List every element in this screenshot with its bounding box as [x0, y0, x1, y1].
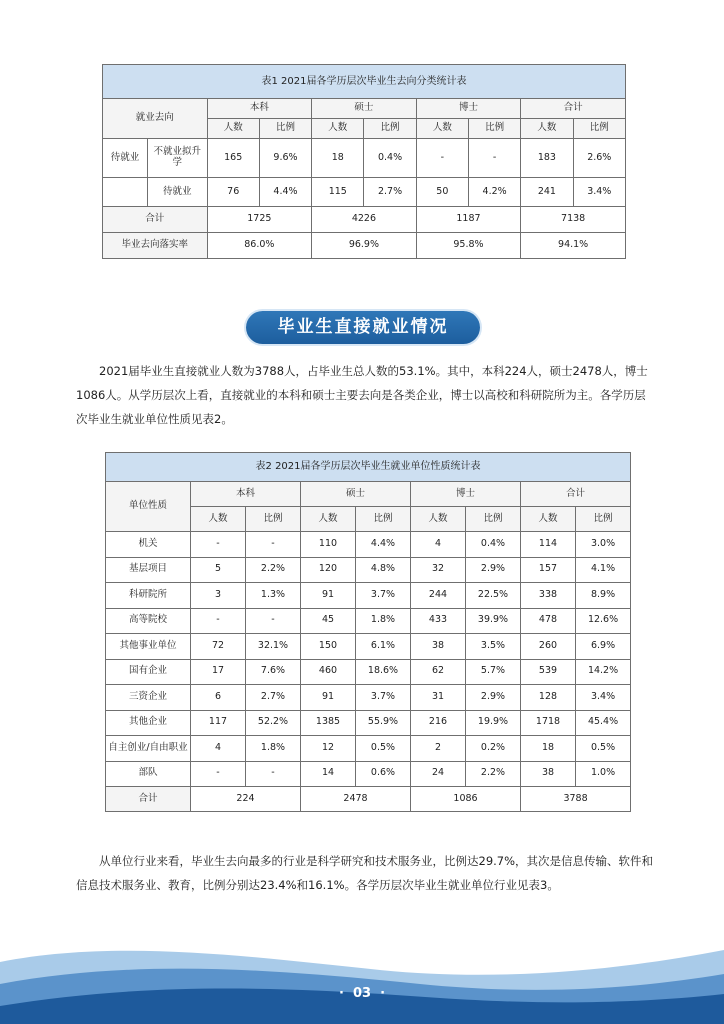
cell: 76	[207, 178, 259, 207]
cell: 32	[411, 557, 466, 583]
rate-row	[103, 233, 626, 259]
cell: 120	[301, 557, 356, 583]
table-2-row-header: 单位性质	[106, 482, 191, 532]
cell: 3.5%	[466, 634, 521, 660]
row-label: 国有企业	[106, 659, 191, 685]
group-label: 待就业	[110, 151, 140, 163]
cell: 5.7%	[466, 659, 521, 685]
cell: 2.6%	[573, 139, 625, 178]
cell: 2.2%	[466, 761, 521, 787]
sub-header: 人数	[207, 119, 259, 139]
cell: 4.4%	[356, 532, 411, 558]
total-value: 1187	[416, 207, 521, 233]
cell: 52.2%	[246, 710, 301, 736]
sub-header: 人数	[191, 507, 246, 532]
cell: 1.3%	[246, 583, 301, 609]
cell: 14.2%	[576, 659, 631, 685]
cell: 0.5%	[576, 736, 631, 762]
cell: 3	[191, 583, 246, 609]
cell: 114	[521, 532, 576, 558]
cell: 4.4%	[259, 178, 311, 207]
table-2	[105, 452, 631, 812]
total-value: 1086	[411, 787, 521, 812]
cell: 3.7%	[356, 583, 411, 609]
section-title: 毕业生直接就业情况	[246, 311, 480, 344]
cell: 241	[521, 178, 573, 207]
col-group-header: 合计	[521, 99, 626, 119]
cell: 62	[411, 659, 466, 685]
paragraph-1	[76, 359, 656, 431]
table-1-title: 表1 2021届各学历层次毕业生去向分类统计表	[103, 65, 626, 99]
cell: 4	[411, 532, 466, 558]
cell: 1.0%	[576, 761, 631, 787]
cell: 4.2%	[468, 178, 520, 207]
cell: 2.7%	[364, 178, 416, 207]
table-row	[106, 685, 631, 711]
cell: 38	[411, 634, 466, 660]
col-group-header: 博士	[416, 99, 521, 119]
cell: 460	[301, 659, 356, 685]
cell: 115	[312, 178, 364, 207]
col-group-header: 本科	[207, 99, 312, 119]
cell: 2.9%	[466, 685, 521, 711]
cell: 183	[521, 139, 573, 178]
cell: 4	[191, 736, 246, 762]
cell: 157	[521, 557, 576, 583]
cell: 55.9%	[356, 710, 411, 736]
table-1	[102, 64, 626, 259]
col-group-header: 硕士	[312, 99, 417, 119]
row-label: 机关	[106, 532, 191, 558]
cell: -	[468, 139, 520, 178]
table-row	[106, 634, 631, 660]
total-value: 3788	[521, 787, 631, 812]
cell: 433	[411, 608, 466, 634]
sub-header: 比例	[246, 507, 301, 532]
total-value: 7138	[521, 207, 626, 233]
cell: 1.8%	[246, 736, 301, 762]
cell: 22.5%	[466, 583, 521, 609]
col-group-header: 硕士	[301, 482, 411, 507]
cell: 260	[521, 634, 576, 660]
cell: 18.6%	[356, 659, 411, 685]
cell: 50	[416, 178, 468, 207]
table-row	[103, 139, 626, 178]
row-label: 其他事业单位	[106, 634, 191, 660]
cell: -	[191, 532, 246, 558]
paragraph-1-text: 2021届毕业生直接就业人数为3788人，占毕业生总人数的53.1%。其中，本科224人，硕士2478人，博士1086人。从学历层次上看，直接就业的本科和硕士主要去向是各类企业，博士以高校和科研院所为主。各学历层次毕业生就业单位性质见表2。	[76, 364, 648, 426]
cell: 2.9%	[466, 557, 521, 583]
cell: 0.5%	[356, 736, 411, 762]
cell: 216	[411, 710, 466, 736]
cell: 38	[521, 761, 576, 787]
row-label-cell	[103, 178, 208, 207]
cell: 12.6%	[576, 608, 631, 634]
total-value: 224	[191, 787, 301, 812]
sub-header: 人数	[301, 507, 356, 532]
cell: 45.4%	[576, 710, 631, 736]
table-1-row-header: 就业去向	[103, 99, 208, 139]
cell: 150	[301, 634, 356, 660]
cell: 12	[301, 736, 356, 762]
table-row	[106, 557, 631, 583]
cell: -	[246, 608, 301, 634]
cell: -	[191, 608, 246, 634]
table-row	[103, 178, 626, 207]
cell: 0.6%	[356, 761, 411, 787]
cell: 6	[191, 685, 246, 711]
cell: 165	[207, 139, 259, 178]
cell: 72	[191, 634, 246, 660]
sub-header: 比例	[259, 119, 311, 139]
cell: 2	[411, 736, 466, 762]
row-label: 其他企业	[106, 710, 191, 736]
cell: 3.0%	[576, 532, 631, 558]
cell: 1718	[521, 710, 576, 736]
cell: 32.1%	[246, 634, 301, 660]
row-label: 三资企业	[106, 685, 191, 711]
col-group-header: 本科	[191, 482, 301, 507]
cell: 3.7%	[356, 685, 411, 711]
cell: -	[246, 532, 301, 558]
page-number-text: 03	[352, 986, 372, 1001]
rate-value: 96.9%	[312, 233, 417, 259]
sub-header: 人数	[521, 119, 573, 139]
cell: 244	[411, 583, 466, 609]
cell: 338	[521, 583, 576, 609]
total-label: 合计	[103, 207, 208, 233]
cell: -	[246, 761, 301, 787]
table-row	[106, 608, 631, 634]
row-label: 部队	[106, 761, 191, 787]
cell: 17	[191, 659, 246, 685]
sub-header: 比例	[466, 507, 521, 532]
cell: 5	[191, 557, 246, 583]
cell: 91	[301, 685, 356, 711]
cell: 3.4%	[576, 685, 631, 711]
cell: 6.9%	[576, 634, 631, 660]
table-row	[106, 710, 631, 736]
total-value: 1725	[207, 207, 312, 233]
rate-value: 95.8%	[416, 233, 521, 259]
sub-header: 人数	[521, 507, 576, 532]
cell: 18	[521, 736, 576, 762]
cell: 128	[521, 685, 576, 711]
col-group-header: 合计	[521, 482, 631, 507]
cell: 0.4%	[466, 532, 521, 558]
rate-value: 86.0%	[207, 233, 312, 259]
cell: 18	[312, 139, 364, 178]
cell: 6.1%	[356, 634, 411, 660]
cell: -	[416, 139, 468, 178]
row-label-cell	[103, 139, 208, 178]
cell: 117	[191, 710, 246, 736]
row-label: 科研院所	[106, 583, 191, 609]
cell: 4.1%	[576, 557, 631, 583]
row-label: 待就业	[147, 178, 207, 206]
paragraph-2-text: 从单位行业来看，毕业生去向最多的行业是科学研究和技术服务业，比例达29.7%，其次是信息传输、软件和信息技术服务业、教育，比例分别达23.4%和16.1%。各学历层次毕业生就业单位行业见表3。	[76, 854, 654, 892]
table-2-title: 表2 2021届各学历层次毕业生就业单位性质统计表	[106, 453, 631, 482]
col-group-header: 博士	[411, 482, 521, 507]
table-row	[106, 532, 631, 558]
table-row	[106, 761, 631, 787]
cell: 478	[521, 608, 576, 634]
footer-wave-decoration	[0, 940, 724, 1024]
cell: 0.4%	[364, 139, 416, 178]
cell: 4.8%	[356, 557, 411, 583]
cell: 45	[301, 608, 356, 634]
cell: 3.4%	[573, 178, 625, 207]
rate-label: 毕业去向落实率	[103, 233, 208, 259]
total-label: 合计	[106, 787, 191, 812]
sub-header: 人数	[312, 119, 364, 139]
sub-header: 比例	[356, 507, 411, 532]
sub-header: 比例	[576, 507, 631, 532]
cell: 24	[411, 761, 466, 787]
sub-header: 比例	[573, 119, 625, 139]
cell: 31	[411, 685, 466, 711]
cell: 0.2%	[466, 736, 521, 762]
cell: 2.2%	[246, 557, 301, 583]
cell: 1385	[301, 710, 356, 736]
cell: 14	[301, 761, 356, 787]
sub-header: 比例	[364, 119, 416, 139]
rate-value: 94.1%	[521, 233, 626, 259]
cell: 110	[301, 532, 356, 558]
cell: 8.9%	[576, 583, 631, 609]
table-row	[106, 736, 631, 762]
row-label: 基层项目	[106, 557, 191, 583]
cell: 91	[301, 583, 356, 609]
row-label: 不就业拟升学	[147, 139, 207, 177]
cell: 9.6%	[259, 139, 311, 178]
cell: 539	[521, 659, 576, 685]
sub-header: 人数	[416, 119, 468, 139]
page-number: · 03 ·	[338, 986, 386, 1001]
cell: 7.6%	[246, 659, 301, 685]
table-row	[106, 659, 631, 685]
total-row	[106, 787, 631, 812]
cell: 1.8%	[356, 608, 411, 634]
row-label: 高等院校	[106, 608, 191, 634]
cell: 39.9%	[466, 608, 521, 634]
sub-header: 人数	[411, 507, 466, 532]
cell: 2.7%	[246, 685, 301, 711]
row-label: 自主创业/自由职业	[106, 736, 191, 762]
total-value: 2478	[301, 787, 411, 812]
table-row	[106, 583, 631, 609]
total-value: 4226	[312, 207, 417, 233]
sub-header: 比例	[468, 119, 520, 139]
paragraph-2	[76, 849, 656, 897]
total-row	[103, 207, 626, 233]
cell: -	[191, 761, 246, 787]
cell: 19.9%	[466, 710, 521, 736]
